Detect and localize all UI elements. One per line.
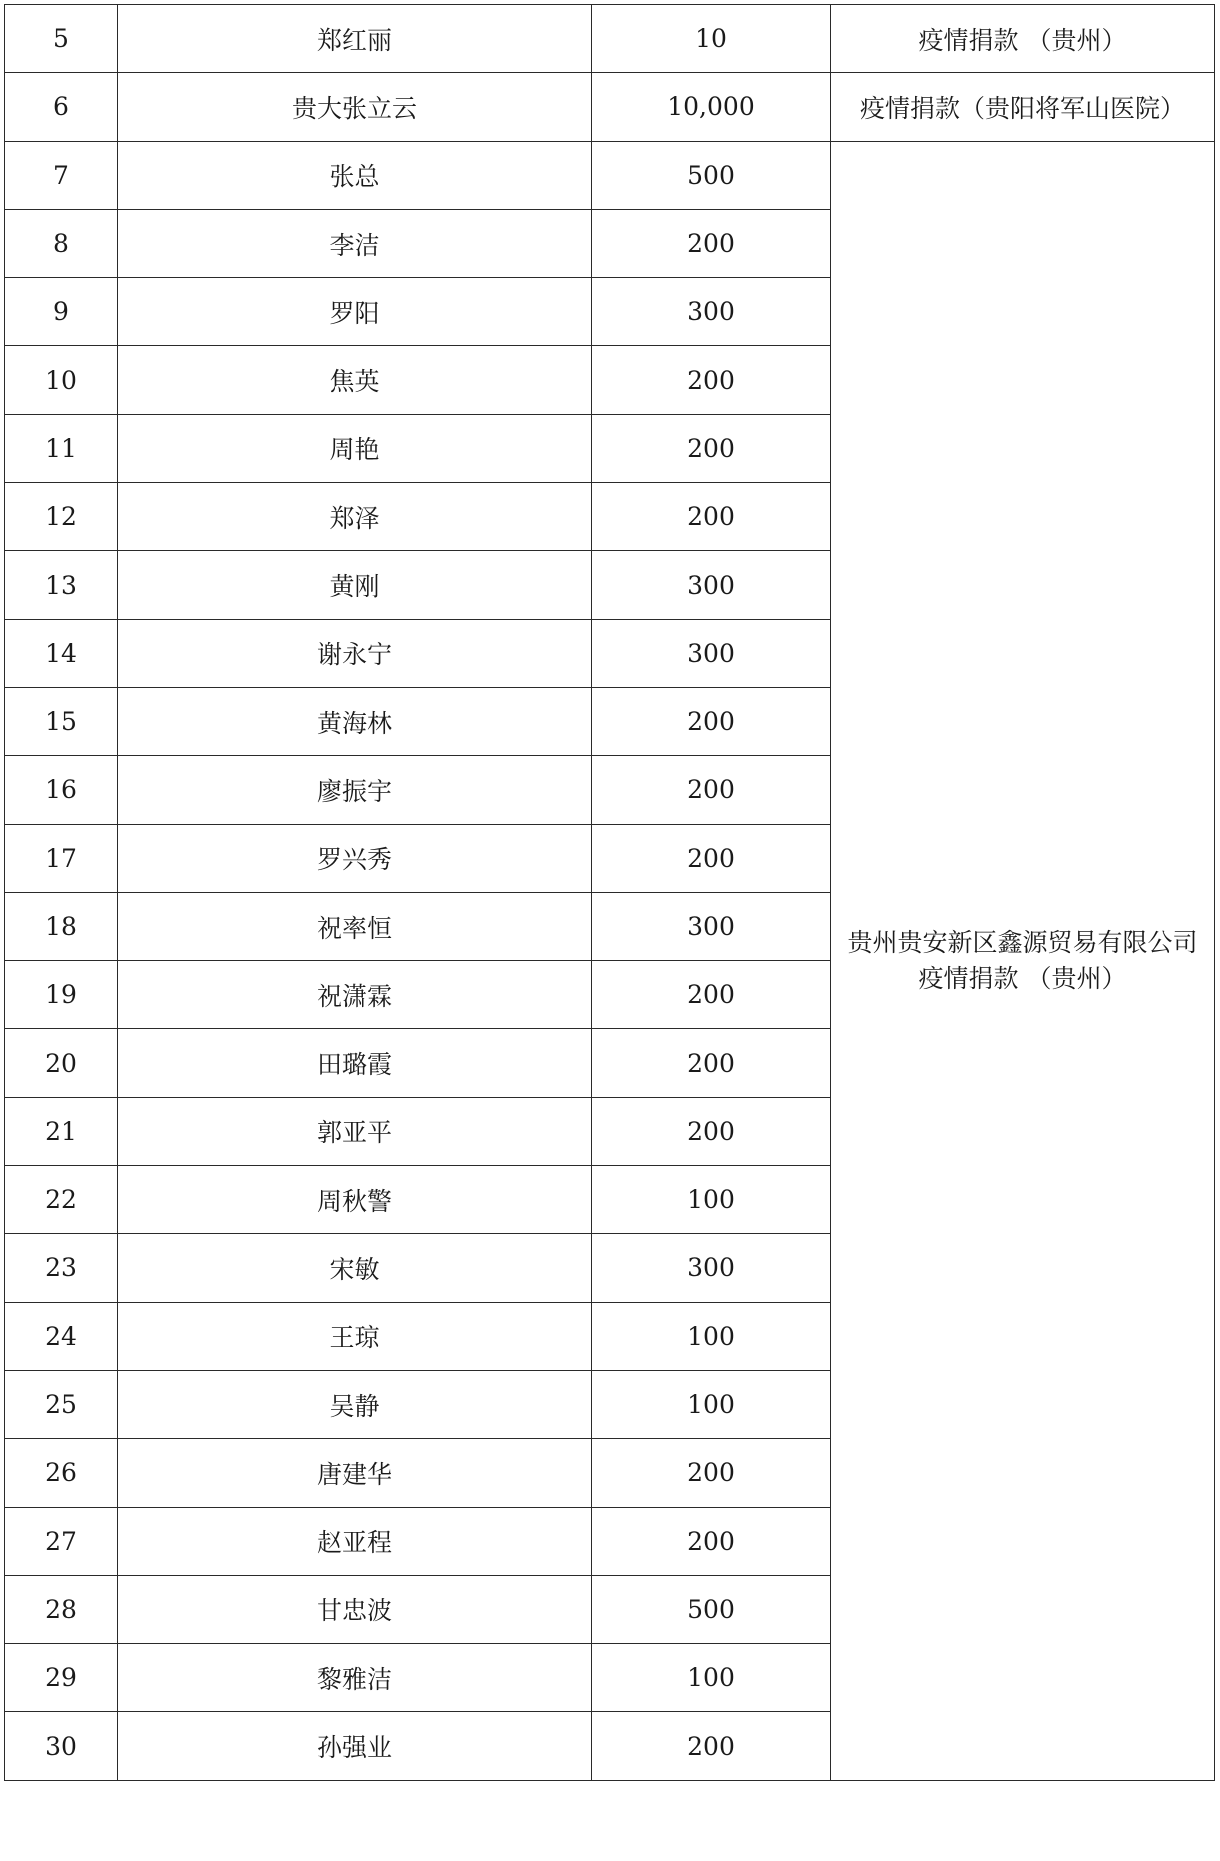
row-number: 15 (5, 687, 118, 755)
row-number: 29 (5, 1644, 118, 1712)
donation-amount: 200 (592, 961, 831, 1029)
donation-amount: 100 (592, 1166, 831, 1234)
row-number: 5 (5, 5, 118, 73)
row-number: 28 (5, 1575, 118, 1643)
donation-amount: 100 (592, 1302, 831, 1370)
donation-amount: 100 (592, 1644, 831, 1712)
donor-name: 黄刚 (118, 551, 592, 619)
row-number: 27 (5, 1507, 118, 1575)
row-number: 21 (5, 1097, 118, 1165)
row-number: 14 (5, 619, 118, 687)
donor-name: 宋敏 (118, 1234, 592, 1302)
row-number: 12 (5, 483, 118, 551)
donation-amount: 300 (592, 892, 831, 960)
row-number: 30 (5, 1712, 118, 1780)
donor-name: 王琼 (118, 1302, 592, 1370)
donor-name: 祝潇霖 (118, 961, 592, 1029)
merged-note-company: 贵州贵安新区鑫源贸易有限公司 (847, 927, 1198, 957)
donor-name: 谢永宁 (118, 619, 592, 687)
donor-name: 甘忠波 (118, 1575, 592, 1643)
donation-amount: 200 (592, 1712, 831, 1780)
donor-name: 罗兴秀 (118, 824, 592, 892)
donor-name: 周秋警 (118, 1166, 592, 1234)
donation-amount: 200 (592, 1097, 831, 1165)
row-number: 10 (5, 346, 118, 414)
merged-donation-note (831, 141, 1215, 1780)
table-row (5, 73, 1215, 141)
donation-amount: 200 (592, 1439, 831, 1507)
row-number: 19 (5, 961, 118, 1029)
donation-amount: 200 (592, 687, 831, 755)
donation-amount: 500 (592, 141, 831, 209)
donation-amount: 100 (592, 1370, 831, 1438)
row-number: 11 (5, 414, 118, 482)
row-number: 18 (5, 892, 118, 960)
table-row (5, 5, 1215, 73)
merged-note-purpose: 疫情捐款 （贵州） (918, 963, 1127, 993)
donor-name: 郑红丽 (118, 5, 592, 73)
donation-amount: 300 (592, 1234, 831, 1302)
donor-name: 贵大张立云 (118, 73, 592, 141)
table-row (5, 141, 1215, 209)
donation-table-body (5, 5, 1215, 1781)
donor-name: 祝率恒 (118, 892, 592, 960)
donation-amount: 200 (592, 1029, 831, 1097)
donation-amount: 200 (592, 824, 831, 892)
row-number: 22 (5, 1166, 118, 1234)
donor-name: 黄海林 (118, 687, 592, 755)
donor-name: 周艳 (118, 414, 592, 482)
donation-amount: 200 (592, 1507, 831, 1575)
donor-name: 黎雅洁 (118, 1644, 592, 1712)
donor-name: 廖振宇 (118, 756, 592, 824)
donor-name: 吴静 (118, 1370, 592, 1438)
donor-name: 焦英 (118, 346, 592, 414)
donor-name: 罗阳 (118, 278, 592, 346)
donation-amount: 200 (592, 209, 831, 277)
donation-amount: 300 (592, 278, 831, 346)
donor-name: 李洁 (118, 209, 592, 277)
donation-amount: 10,000 (592, 73, 831, 141)
donation-amount: 200 (592, 756, 831, 824)
row-number: 13 (5, 551, 118, 619)
row-number: 23 (5, 1234, 118, 1302)
row-number: 25 (5, 1370, 118, 1438)
donation-amount: 10 (592, 5, 831, 73)
donation-amount: 300 (592, 619, 831, 687)
row-number: 26 (5, 1439, 118, 1507)
donation-note: 疫情捐款（贵阳将军山医院） (831, 73, 1215, 141)
row-number: 17 (5, 824, 118, 892)
donation-amount: 200 (592, 483, 831, 551)
donation-amount: 500 (592, 1575, 831, 1643)
row-number: 16 (5, 756, 118, 824)
row-number: 7 (5, 141, 118, 209)
donation-amount: 300 (592, 551, 831, 619)
donor-name: 郭亚平 (118, 1097, 592, 1165)
donor-name: 唐建华 (118, 1439, 592, 1507)
row-number: 9 (5, 278, 118, 346)
row-number: 6 (5, 73, 118, 141)
donor-name: 田璐霞 (118, 1029, 592, 1097)
donation-amount: 200 (592, 414, 831, 482)
donor-name: 赵亚程 (118, 1507, 592, 1575)
donation-amount: 200 (592, 346, 831, 414)
row-number: 24 (5, 1302, 118, 1370)
donation-note: 疫情捐款 （贵州） (831, 5, 1215, 73)
row-number: 8 (5, 209, 118, 277)
donor-name: 孙强业 (118, 1712, 592, 1780)
donor-name: 张总 (118, 141, 592, 209)
row-number: 20 (5, 1029, 118, 1097)
donor-name: 郑泽 (118, 483, 592, 551)
donation-table (4, 4, 1215, 1781)
